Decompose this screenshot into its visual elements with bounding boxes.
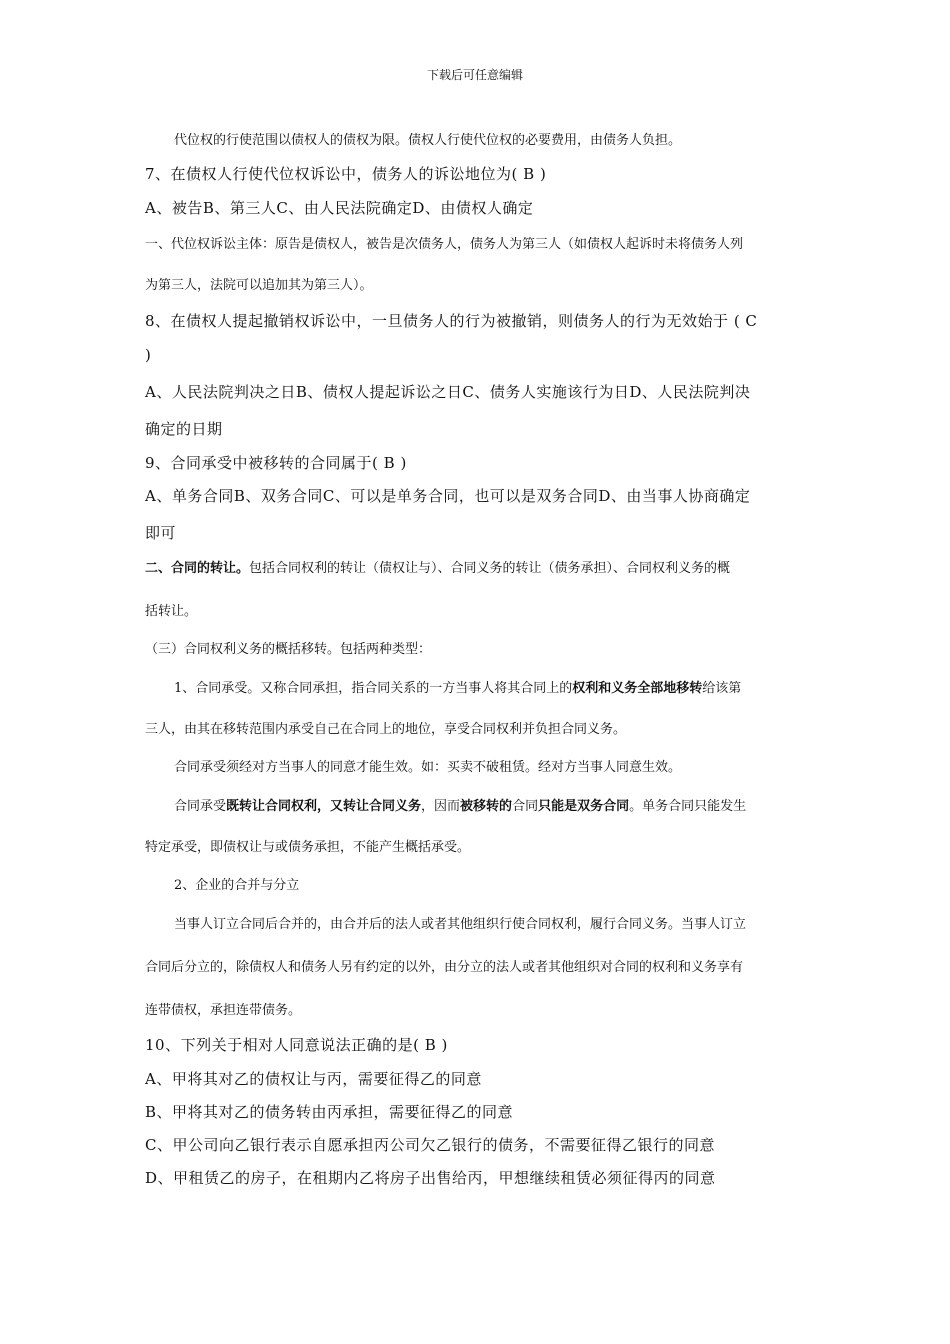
text-run: 。单务合同只能发生 <box>629 799 747 814</box>
paragraph-line: 连带债权，承担连带债务。 <box>145 1003 302 1018</box>
emphasis: 既转让合同权利，又转让合同义务 <box>226 799 422 814</box>
question-10: 10、下列关于相对人同意说法正确的是( B ) <box>145 1036 448 1054</box>
question-9-options: A、单务合同B、双务合同C、可以是单务合同，也可以是双务合同D、由当事人协商确定 <box>145 487 751 505</box>
text-run: 合同承受 <box>174 799 227 814</box>
text-run: 1、合同承受。又称合同承担，指合同关系的一方当事人将其合同上的 <box>174 681 573 696</box>
paragraph-line: 特定承受，即债权让与或债务承担，不能产生概括承受。 <box>145 840 471 855</box>
emphasis: 只能是双务合同 <box>538 799 630 814</box>
paragraph-line <box>174 677 741 696</box>
paragraph-line: 合同承受须经对方当事人的同意才能生效。如：买卖不破租赁。经对方当事人同意生效。 <box>174 760 682 775</box>
section-2-heading <box>145 557 730 576</box>
paragraph-line: 为第三人，法院可以追加其为第三人）。 <box>145 278 373 293</box>
question-7: 7、在债权人行使代位权诉讼中，债务人的诉讼地位为( B ) <box>145 165 547 183</box>
emphasis: 权利和义务全部地移转 <box>572 681 703 696</box>
question-10-option-d: D、甲租赁乙的房子，在租期内乙将房子出售给丙，甲想继续租赁必须征得丙的同意 <box>145 1169 716 1187</box>
question-10-option-b: B、甲将其对乙的债务转由丙承担，需要征得乙的同意 <box>145 1103 514 1121</box>
question-8-options: A、人民法院判决之日B、债权人提起诉讼之日C、债务人实施该行为日D、人民法院判决 <box>145 383 751 401</box>
section-2-text: 包括合同权利的转让（债权让与）、合同义务的转让（债务承担）、合同权利义务的概 <box>249 561 731 576</box>
question-10-option-a: A、甲将其对乙的债权让与丙，需要征得乙的同意 <box>145 1070 482 1088</box>
section-2-cont: 括转让。 <box>145 604 198 619</box>
section-2-title: 二、合同的转让。 <box>145 561 250 576</box>
emphasis: 被移转的 <box>460 799 513 814</box>
question-10-option-c: C、甲公司向乙银行表示自愿承担丙公司欠乙银行的债务，不需要征得乙银行的同意 <box>145 1136 715 1154</box>
subsection-heading: 2、企业的合并与分立 <box>174 878 300 893</box>
paragraph-line: 代位权的行使范围以债权人的债权为限。债权人行使代位权的必要费用，由债务人负担。 <box>174 133 682 148</box>
text-run: 给该第 <box>702 681 742 696</box>
question-9-options-cont: 即可 <box>145 524 177 542</box>
question-9: 9、合同承受中被移转的合同属于( B ) <box>145 454 407 472</box>
paragraph-line: 当事人订立合同后合并的，由合并后的法人或者其他组织行使合同权利，履行合同义务。当事人订立 <box>174 917 747 932</box>
question-8: 8、在债权人提起撤销权诉讼中，一旦债务人的行为被撤销，则债务人的行为无效始于 ( C <box>145 312 758 330</box>
text-run: ，因而 <box>421 799 461 814</box>
paragraph-line <box>174 795 746 814</box>
page-header: 下载后可任意编辑 <box>426 68 523 82</box>
question-8-cont: ) <box>145 346 152 364</box>
paragraph-line: 合同后分立的，除债权人和债务人另有约定的以外，由分立的法人或者其他组织对合同的权利和义务享有 <box>145 960 744 975</box>
section-3-heading: （三）合同权利义务的概括移转。包括两种类型： <box>145 642 432 657</box>
paragraph-line: 一、代位权诉讼主体：原告是债权人，被告是次债务人，债务人为第三人（如债权人起诉时未将债务人列 <box>145 237 744 252</box>
paragraph-line: 三人，由其在移转范围内承受自己在合同上的地位，享受合同权利并负担合同义务。 <box>145 722 627 737</box>
question-8-options-cont: 确定的日期 <box>145 420 223 438</box>
text-run: 合同 <box>512 799 539 814</box>
question-7-options: A、被告B、第三人C、由人民法院确定D、由债权人确定 <box>145 199 534 217</box>
